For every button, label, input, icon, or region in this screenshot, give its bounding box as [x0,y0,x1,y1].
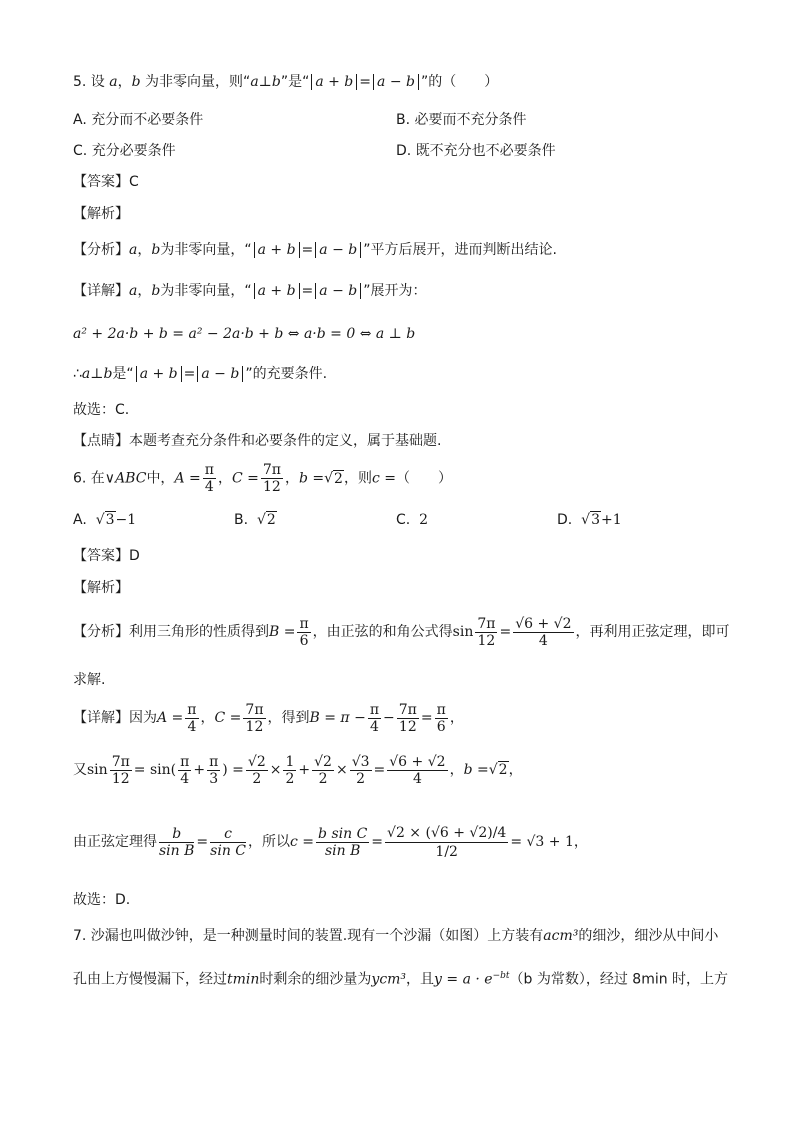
q6-option-d[interactable]: D. √3+1 [557,512,622,528]
q6-choose: 故选：D. [73,892,131,908]
q5-choose: 故选：C. [73,402,130,418]
q5-xiangjie: 【详解】a，b为非零向量，“ a + b = a − b ”展开为： [73,283,427,299]
q5-expansion: a² + 2a·b + b = a² − 2a·b + b ⇔ a·b = 0 ⇔ a ⊥ b [73,326,416,342]
q5-dianjing: 【点睛】本题考查充分条件和必要条件的定义，属于基础题. [73,433,442,449]
q6-stem: 6. 在∨ABC中，A = $\frac{\pi}{4}$ ，C = $\frac{7\pi}{12}$ ，b =√2，则c =（ ） [73,462,452,495]
q6-sin-expansion: 又sin $\frac{7\pi}{12}$ = sin( $\frac{\pi}{4}$ + $\frac{\pi}{3}$ ) = $\frac{√2}{2}$ × $\frac{1}{2}$ + $\frac{√2}{2}$ × $\frac{√3}{2}$ = $\frac{√6 + √2}{4}$ ，b =√2， [73,753,523,787]
q6-option-b[interactable]: B. √2 [234,512,276,528]
q6-answer: 【答案】D [73,548,140,564]
q7-line1: 7. 沙漏也叫做沙钟，是一种测量时间的装置.现有一个沙漏（如图）上方装有acm³的细沙，细沙从中间小 [73,928,719,944]
q5-option-d[interactable]: D. 既不充分也不必要条件 [396,143,556,159]
q6-xiangjie: 【详解】因为A = $\frac{\pi}{4}$ ，C = $\frac{7\pi}{12}$ ，得到B = π − $\frac{\pi}{4}$ − $\frac{7\pi}{12}$ = $\frac{\pi}{6}$ ， [73,701,464,735]
q5-option-b[interactable]: B. 必要而不充分条件 [396,112,527,128]
q5-option-c[interactable]: C. 充分必要条件 [73,143,176,159]
abs-a-minus-b: a − b [373,74,419,90]
q5-option-a[interactable]: A. 充分而不必要条件 [73,112,204,128]
q6-fenxi-line2: 求解. [73,672,106,688]
abs-a-plus-b: a + b [311,74,357,90]
q5-analysis-tag: 【解析】 [73,206,129,222]
q6-option-a[interactable]: A. √3−1 [73,512,137,528]
q5-fenxi: 【分析】a，b为非零向量，“ a + b = a − b ”平方后展开，进而判断出结论. [73,242,557,258]
q6-analysis-tag: 【解析】 [73,580,129,596]
q5-stem: 5. 设 a，b 为非零向量，则“a⊥b”是“ a + b = a − b ”的（ ） [73,74,499,90]
q6-law-of-sines: 由正弦定理得 $\frac{b}{\text{sin B}}$ = $\frac{c}{\text{sin C}}$ ，所以c = $\frac{\text{b sin C}}{\text{sin B}}$ = $\frac{√2 \times (√6 + √2)/4}{1/2}$ = √3 + 1， [73,824,588,860]
q6-fenxi: 【分析】利用三角形的性质得到B = $\frac{\pi}{6}$ ，由正弦的和角公式得sin $\frac{7\pi}{12}$ = $\frac{√6 + √2}{4}$ ，再利用正弦定理，即可 [73,615,730,649]
q5-answer: 【答案】C [73,174,139,190]
q7-line2: 孔由上方慢慢漏下，经过tmin时剩余的细沙量为ycm³，且$y = a \cdot e^{-bt}(b$ 为常数），经过 8min 时，上方 [73,971,729,988]
q5-therefore: ∴a⊥b是“ a + b = a − b ”的充要条件. [73,366,328,382]
q6-option-c[interactable]: C. 2 [396,512,429,528]
